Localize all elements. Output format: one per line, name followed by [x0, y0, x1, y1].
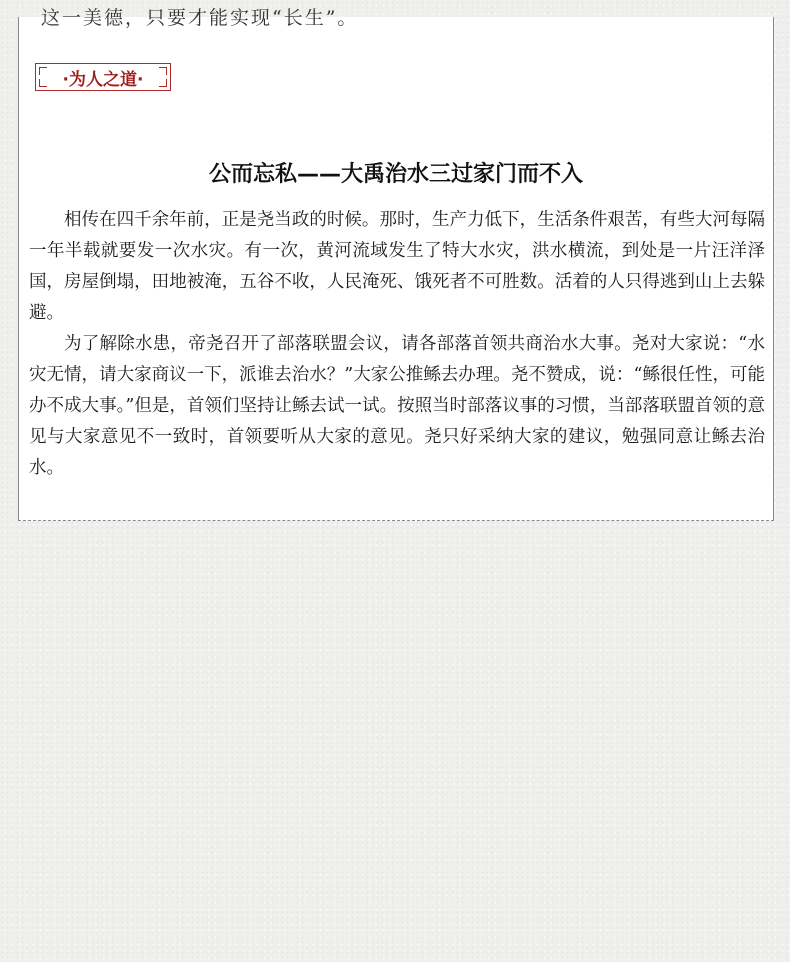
section-tag	[35, 63, 171, 91]
corner-ornament	[159, 79, 167, 87]
section-tag-label: ·为人之道·	[62, 69, 144, 90]
corner-ornament	[39, 79, 47, 87]
book-page	[18, 7, 774, 521]
chapter-title: 公而忘私——大禹治水三过家门而不入	[208, 161, 583, 187]
body-text	[29, 205, 765, 484]
previous-page-text: 这一美德，只要才能实现“长生”。	[41, 7, 359, 29]
corner-ornament	[39, 67, 47, 75]
paragraph: 相传在四千余年前，正是尧当政的时候。那时，生产力低下，生活条件艰苦，有些大河每隔一年半载就要发一次水灾。有一次，黄河流域发生了特大水灾，洪水横流，到处是一片汪洋泽国，房屋倒塌，田地被淹，五谷不收，人民淹死、饿死者不可胜数。活着的人只得逃到山上去躲避。	[29, 210, 765, 323]
corner-ornament	[159, 67, 167, 75]
paragraph: 为了解除水患，帝尧召开了部落联盟会议，请各部落首领共商治水大事。尧对大家说：“水灾无情，请大家商议一下，派谁去治水？”大家公推鲧去办理。尧不赞成，说：“鲧很任性，可能办不成大事。”但是，首领们坚持让鲧去试一试。按照当时部落议事的习惯，当部落联盟首领的意见与大家意见不一致时，首领要听从大家的意见。尧只好采纳大家的建议，勉强同意让鲧去治水。	[29, 334, 765, 478]
